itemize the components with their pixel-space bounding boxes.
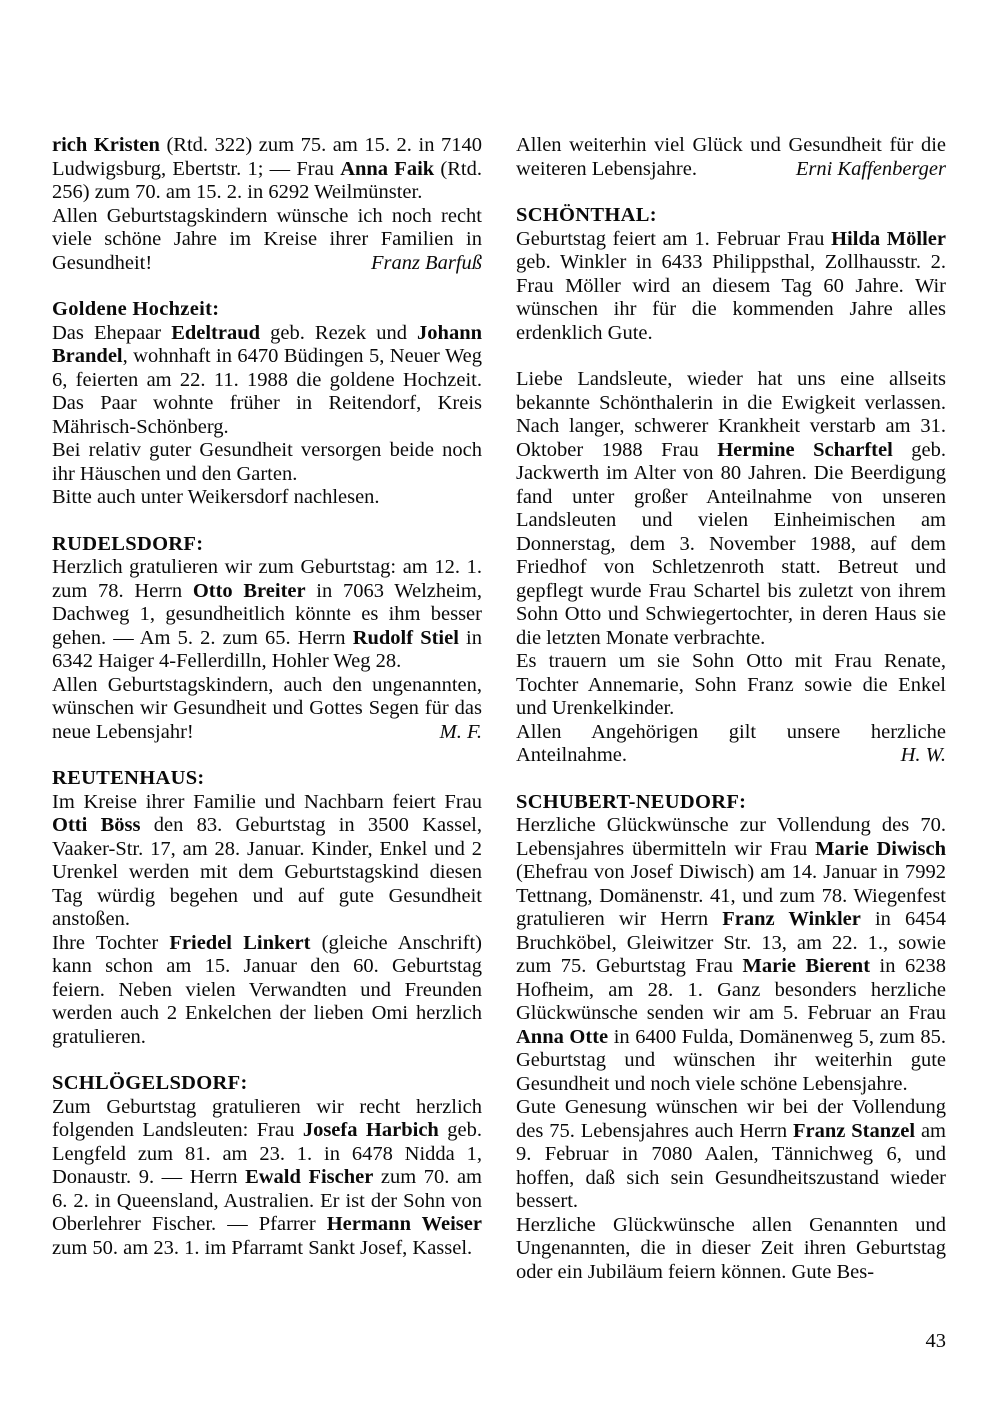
signature: Erni Kaffenberger: [795, 157, 946, 180]
body-text: Gute Genesung wünschen wir bei der Vollendung des 75. Lebensjahres auch Herrn: [516, 1096, 946, 1142]
body-text: zum 70. am 6. 2. in Queensland, Australien. Er ist der Sohn von Oberlehrer Fischer. — Pfarrer: [52, 1166, 482, 1235]
person-name: Franz Winkler: [722, 908, 861, 930]
person-name: Otti Böss: [52, 814, 141, 836]
right-column: [516, 134, 946, 1284]
body-text: geb. Lengfeld zum 81. am 23. 1. in 6478 Nidda 1, Donaustr. 9. — Herrn: [52, 1119, 483, 1188]
body-text: in 6238 Hofheim, am 28. 1. Ganz besonders herzliche Glückwünsche senden wir am 5. Februar an Frau: [516, 955, 946, 1024]
section-heading: SCHÖNTHAL:: [516, 204, 657, 226]
body-text: (Rtd. 256) zum 70. am 15. 2. in 6292 Weilmünster.: [52, 157, 482, 203]
person-name: Otto Breiter: [192, 579, 306, 602]
body-text: in 7063 Welzheim, Dachweg 1, gesundheitlich könnte es ihm besser gehen. — Am 5. 2. zum 65. Herrn: [52, 579, 482, 649]
person-name: Marie Diwisch: [815, 837, 946, 860]
section-heading: REUTENHAUS:: [52, 767, 205, 789]
person-name: Hermine Scharftel: [717, 438, 893, 461]
person-name: Johann Brandel: [52, 321, 483, 367]
body-text: Das Ehepaar: [52, 321, 172, 344]
body-text: Liebe Landsleute, wieder hat uns eine allseits bekannte Schönthalerin in die Ewigkeit verlassen. Nach langer, schwerer Krankheit verstarb am 31. Oktober 1988 Frau: [516, 368, 946, 461]
body-text: (gleiche Anschrift) kann schon am 15. Januar den 60. Geburtstag feiern. Neben vielen Verwandten und Freunden werden auch 2 Enkelchen der lieben Omi herzlich gratulieren.: [52, 931, 482, 1048]
person-name: Ewald Fischer: [245, 1166, 374, 1188]
body-text: in 6400 Fulda, Domänenweg 5, zum 85. Geburtstag und wünschen ihr weiterhin gute Gesundheit und noch viele schöne Lebensjahre.: [516, 1025, 946, 1095]
body-text: geb. Winkler in 6433 Philippsthal, Zollhausstr. 2. Frau Möller wird an diesem Tag 60 Jahre. Wir wünschen ihr für die kommenden Jahre alles erdenklich Gute.: [516, 251, 946, 344]
paragraph: [52, 486, 482, 510]
signature: H. W.: [900, 744, 946, 766]
paragraph: [516, 1214, 946, 1285]
paragraph: [52, 674, 482, 745]
body-text: Allen Geburtstagskindern, auch den ungenannten, wünschen wir Gesundheit und Gottes Segen für das neue Lebensjahr!: [52, 673, 482, 743]
body-text: Im Kreise ihrer Familie und Nachbarn feiert Frau: [52, 790, 482, 813]
person-name: Hilda Möller: [831, 227, 946, 250]
paragraph: [52, 322, 482, 440]
section-heading: SCHUBERT-NEUDORF:: [516, 790, 747, 813]
body-text: geb. Jackwerth im Alter von 80 Jahren. Die Beerdigung fand unter großer Anteilnahme von unseren Landsleuten und vielen Einheimischen am Donnerstag, dem 3. November 1988, auf dem Friedhof von Schletzenroth statt. Betreut und gepflegt wurde Frau Schartel bis zuletzt von ihrem Sohn Otto und Schwiegertochter, in deren Haus sie die letzten Monate verbrachte.: [516, 438, 946, 649]
body-text: Bitte auch unter Weikersdorf nachlesen.: [52, 486, 380, 508]
body-text: Es trauern um sie Sohn Otto mit Frau Renate, Tochter Annemarie, Sohn Franz sowie die Enkel und Urenkelkinder.: [516, 650, 946, 719]
paragraph: [516, 650, 946, 721]
body-text: den 83. Geburtstag in 3500 Kassel, Vaaker-Str. 17, am 28. Januar. Kinder, Enkel und 2 Urenkel werden mit dem Geburtstagskind diesen Tag würdig begehen und auf gute Gesundheit anstoßen.: [52, 814, 482, 930]
paragraph: [516, 814, 946, 1096]
page-number: 43: [925, 1330, 946, 1352]
body-text: in 6342 Haiger 4-Fellerdilln, Hohler Weg 28.: [52, 626, 482, 672]
paragraph: [52, 556, 482, 674]
body-text: (Rtd. 322) zum 75. am 15. 2. in 7140 Ludwigsburg, Ebertstr. 1; — Frau: [52, 134, 482, 180]
person-name: Anna Otte: [516, 1025, 609, 1048]
paragraph: [52, 134, 482, 205]
paragraph: [516, 134, 946, 181]
body-text: Geburtstag feiert am 1. Februar Frau: [516, 227, 832, 250]
section-heading: SCHLÖGELSDORF:: [52, 1072, 248, 1094]
body-text: am 9. Februar in 7080 Aalen, Tännichweg 6, und hoffen, daß sich sein Gesundheitszustand wieder bessert.: [516, 1119, 946, 1212]
paragraph: [52, 205, 482, 276]
section-heading: RUDELSDORF:: [52, 532, 204, 555]
paragraph: [52, 791, 482, 932]
person-name: Friedel Linkert: [169, 931, 311, 954]
person-name: Josefa Harbich: [302, 1119, 439, 1141]
body-text: Bei relativ guter Gesundheit versorgen beide noch ihr Häuschen und den Garten.: [52, 439, 482, 485]
body-text: Herzliche Glückwünsche allen Genannten und Ungenannten, die in dieser Zeit ihren Geburtstag oder ein Jubiläum feiern können. Gute Bes-: [516, 1213, 946, 1283]
body-text: Herzliche Glückwünsche zur Vollendung des 70. Lebensjahres übermitteln wir Frau: [516, 814, 946, 860]
person-name: Anna Faik: [340, 157, 435, 180]
body-text: Zum Geburtstag gratulieren wir recht herzlich folgenden Landsleuten: Frau: [52, 1095, 482, 1141]
person-name: Edeltraud: [171, 321, 261, 344]
person-name: Hermann Weiser: [326, 1213, 482, 1235]
paragraph: [516, 1096, 946, 1214]
body-text: Ihre Tochter: [52, 931, 170, 954]
body-text: Allen Geburtstagskindern wünsche ich noch recht viele schöne Jahre im Kreise ihrer Familien in Gesundheit!: [52, 204, 482, 274]
signature: Franz Barfuß: [370, 251, 482, 274]
body-text: zum 50. am 23. 1. im Pfarramt Sankt Josef, Kassel.: [52, 1236, 473, 1259]
paragraph: [52, 1096, 482, 1261]
body-text: in 6454 Bruchköbel, Gleiwitzer Str. 13, am 22. 1., sowie zum 75. Geburtstag Frau: [516, 908, 946, 977]
paragraph: [516, 368, 946, 650]
person-name: Franz Stanzel: [793, 1119, 916, 1142]
paragraph: [516, 228, 946, 346]
body-text: Allen weiterhin viel Glück und Gesundheit für die weiteren Lebensjahre.: [516, 134, 946, 180]
body-text: Allen Angehörigen gilt unsere herzliche Anteilnahme.: [516, 720, 946, 766]
person-name: rich Kristen: [52, 134, 160, 156]
signature: M. F.: [439, 720, 482, 743]
body-text: Herzlich gratulieren wir zum Geburtstag: am 12. 1. zum 78. Herrn: [52, 556, 482, 602]
section-heading: Goldene Hochzeit:: [52, 298, 220, 320]
body-text: geb. Rezek und: [260, 321, 418, 344]
page-content: [52, 134, 946, 1284]
body-text: (Ehefrau von Josef Diwisch) am 14. Januar in 7992 Tettnang, Domänenstr. 41, und zum 78. Wiegenfest gratulieren wir Herrn: [516, 861, 946, 930]
paragraph: [52, 932, 482, 1050]
paragraph: [516, 721, 946, 768]
paragraph: [52, 439, 482, 486]
left-column: [52, 134, 482, 1284]
person-name: Marie Bierent: [742, 955, 871, 977]
person-name: Rudolf Stiel: [352, 626, 459, 649]
body-text: , wohnhaft in 6470 Büdingen 5, Neuer Weg 6, feierten am 22. 11. 1988 die goldene Hochzeit. Das Paar wohnte früher in Reitendorf, Kreis Mährisch-Schönberg.: [52, 345, 482, 438]
